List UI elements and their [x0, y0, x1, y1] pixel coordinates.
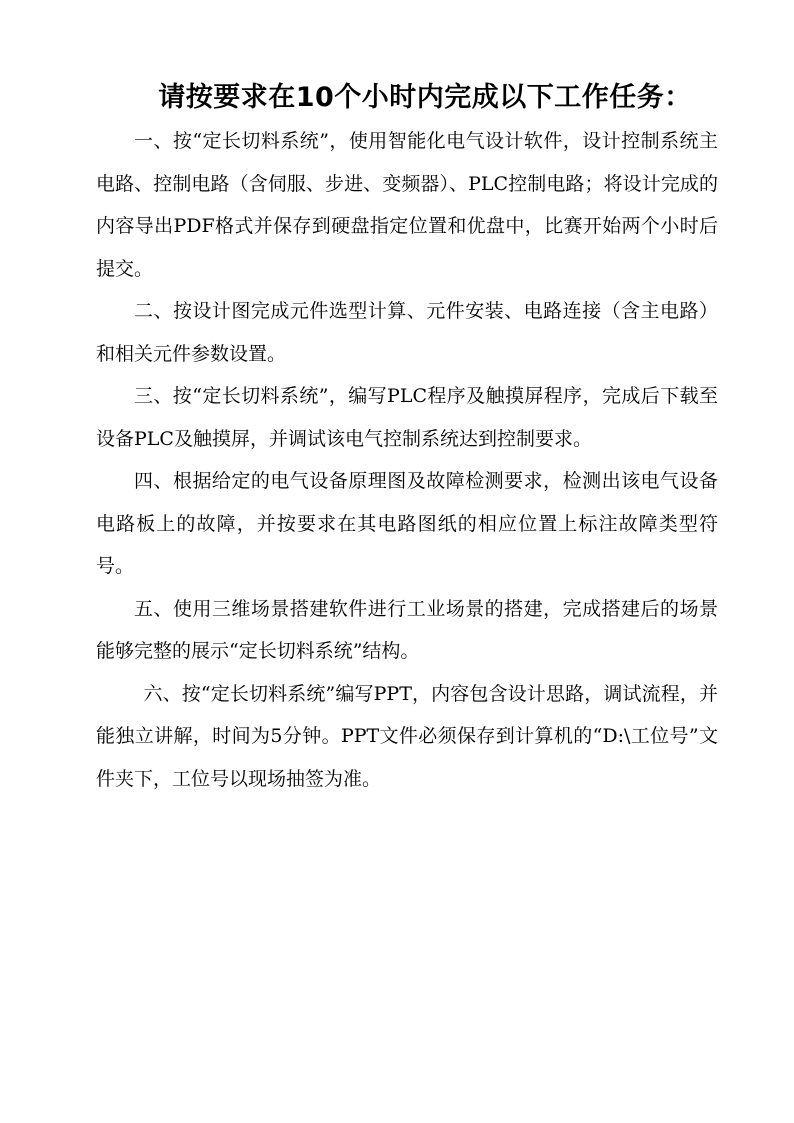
task-paragraph-1: 一、按“定长切料系统”，使用智能化电气设计软件，设计控制系统主电路、控制电路（含伺服、步进、变频器）、PLC控制电路；将设计完成的内容导出PDF格式并保存到硬盘指定位置和优盘中，比赛开始两个小时后提交。	[96, 130, 718, 280]
task-paragraph-2: 二、按设计图完成元件选型计算、元件安装、电路连接（含主电路）和相关元件参数设置。	[96, 300, 718, 365]
document-body	[96, 120, 718, 800]
task-paragraph-5: 五、使用三维场景搭建软件进行工业场景的搭建，完成搭建后的场景能够完整的展示“定长切料系统”结构。	[96, 597, 718, 662]
task-paragraph-3: 三、按“定长切料系统”，编写PLC程序及触摸屏程序，完成后下载至设备PLC及触摸屏，并调试该电气控制系统达到控制要求。	[96, 385, 718, 450]
document-title: 请按要求在10个小时内完成以下工作任务：	[158, 82, 692, 113]
task-paragraph-4: 四、根据给定的电气设备原理图及故障检测要求，检测出该电气设备电路板上的故障，并按要求在其电路图纸的相应位置上标注故障类型符号。	[96, 470, 718, 577]
task-paragraph-6: 六、按“定长切料系统”编写PPT，内容包含设计思路，调试流程，并能独立讲解，时间为5分钟。PPT文件必须保存到计算机的“D:\工位号”文件夹下，工位号以现场抽签为准。	[96, 682, 718, 790]
